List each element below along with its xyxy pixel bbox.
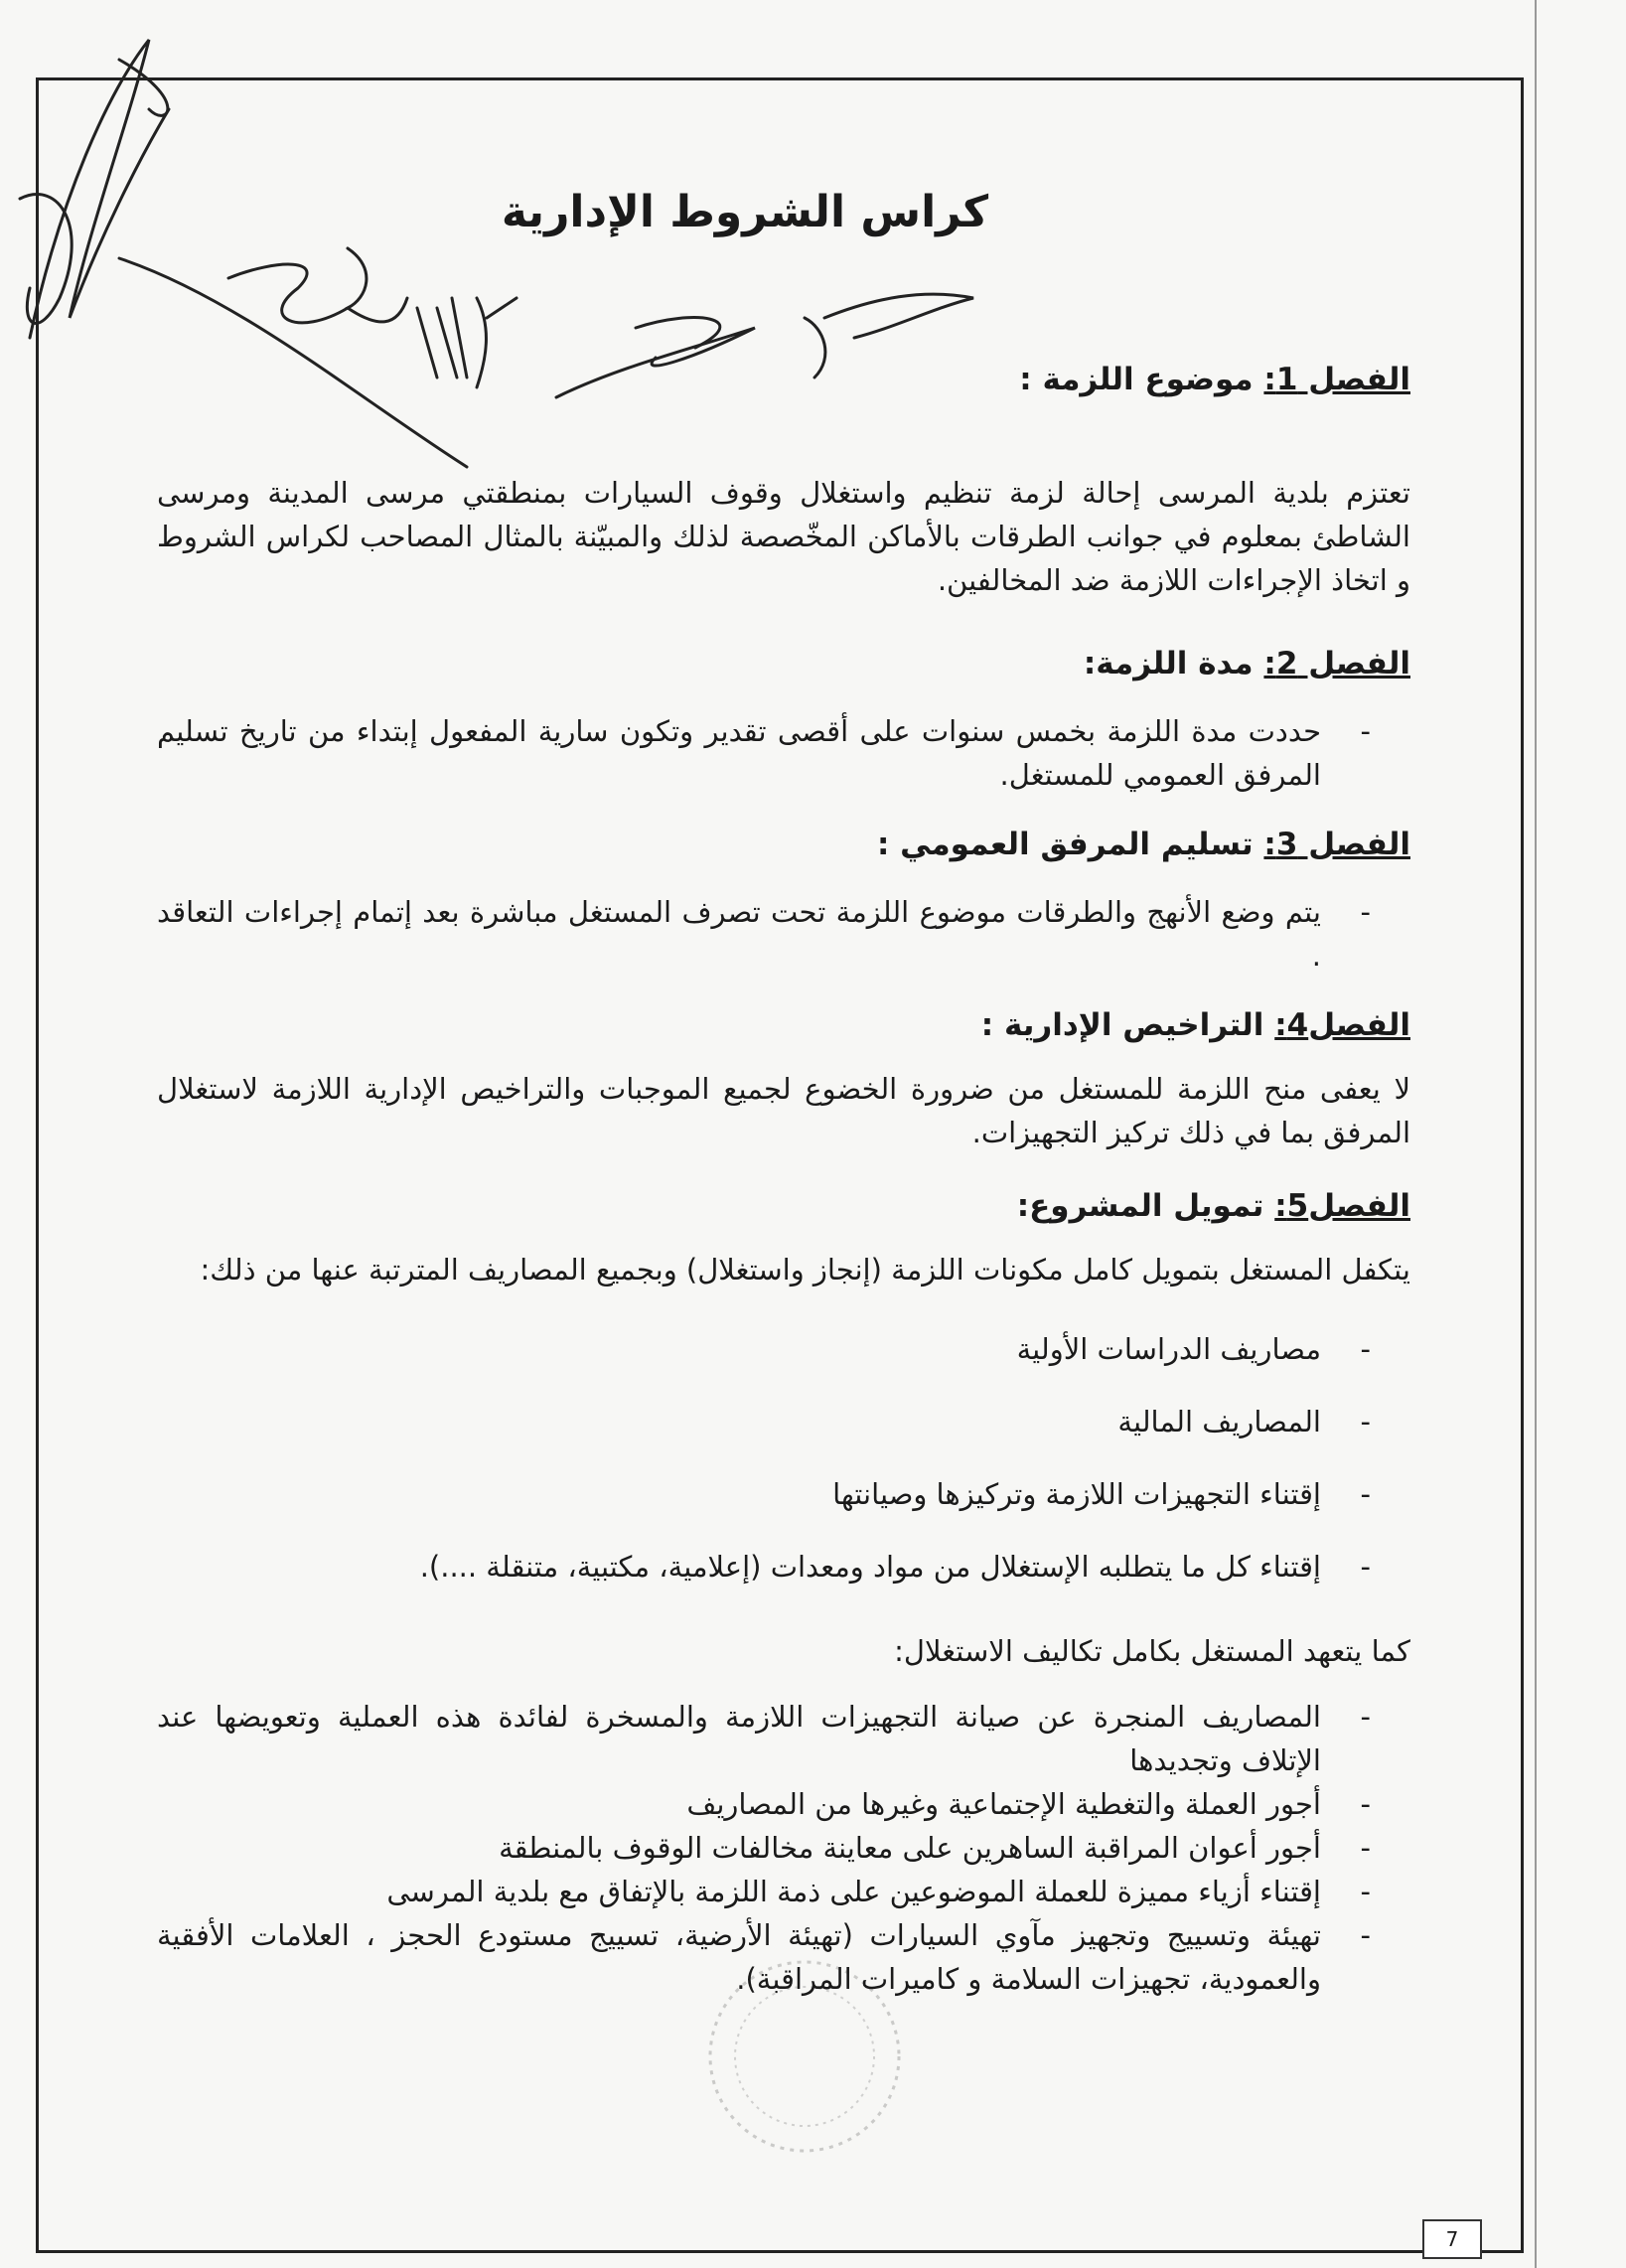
list-item: - تهيئة وتسييج وتجهيز مآوي السيارات (تهيئة الأرضية، تسييج مستودع الحجز ، العلامات الأفقية والعمودية، تجهيزات السلامة و كاميرات المراقبة). — [157, 1913, 1410, 2001]
list-item: - أجور العملة والتغطية الإجتماعية وغيرها من المصاريف — [157, 1782, 1410, 1826]
section-3-heading — [157, 823, 1410, 866]
section-4-paragraph: لا يعفى منح اللزمة للمستغل من ضرورة الخضوع لجميع الموجبات والتراخيص الإدارية اللازمة لاستغلال المرفق بما في ذلك تركيز التجهيزات. — [157, 1072, 1410, 1149]
section-2-number: الفصل 2: — [1263, 646, 1410, 681]
list-item: - إقتناء أزياء مميزة للعملة الموضوعين على ذمة اللزمة بالإتفاق مع بلدية المرسى — [157, 1870, 1410, 1913]
section-2-title: مدة اللزمة: — [1083, 646, 1264, 681]
section-5-heading — [157, 1184, 1410, 1228]
section-1-title: موضوع اللزمة : — [1019, 362, 1264, 397]
section-2-list — [157, 709, 1410, 797]
section-4-heading — [157, 1003, 1410, 1047]
section-3-number: الفصل 3: — [1263, 827, 1410, 862]
section-5-title: تمويل المشروع: — [1016, 1188, 1275, 1224]
page-number: 7 — [1422, 2219, 1482, 2259]
section-2-heading — [157, 642, 1410, 685]
section-3-title: تسليم المرفق العمومي : — [876, 827, 1264, 862]
list-item: - أجور أعوان المراقبة الساهرين على معاينة مخالفات الوقوف بالمنطقة — [157, 1826, 1410, 1870]
list-item: - المصاريف المالية — [157, 1386, 1410, 1458]
section-5-costs-list — [157, 1313, 1410, 1603]
document-title: كراس الشروط الإدارية — [501, 187, 989, 237]
section-1-number: الفصل 1: — [1263, 362, 1410, 397]
list-item: - المصاريف المنجرة عن صيانة التجهيزات اللازمة والمسخرة لفائدة هذه العملية وتعويضها عند الإتلاف وتجديدها — [157, 1695, 1410, 1782]
list-item: - إقتناء التجهيزات اللازمة وتركيزها وصيانتها — [157, 1458, 1410, 1531]
page-edge — [1535, 0, 1537, 2268]
section-1-paragraph: تعتزم بلدية المرسى إحالة لزمة تنظيم واستغلال وقوف السيارات بمنطقتي مرسى المدينة ومرسى الشاطئ بمعلوم في جوانب الطرقات بالأماكن المخّصصة لذلك والمبيّنة بالمثال المصاحب لكراس الشروط و اتخاذ الإجراءات اللازمة ضد المخالفين. — [157, 476, 1410, 597]
section-3-list — [157, 890, 1410, 978]
list-item: - مصاريف الدراسات الأولية — [157, 1313, 1410, 1386]
section-5-number: الفصل5: — [1274, 1188, 1410, 1224]
list-item: - يتم وضع الأنهج والطرقات موضوع اللزمة تحت تصرف المستغل مباشرة بعد إتمام إجراءات التعاقد . — [157, 890, 1410, 978]
section-5-paragraph: يتكفل المستغل بتمويل كامل مكونات اللزمة (إنجاز واستغلال) وبجميع المصاريف المترتبة عنها من ذلك: — [200, 1253, 1410, 1286]
section-5-operating-list — [157, 1695, 1410, 2001]
section-5-paragraph-2: كما يتعهد المستغل بكامل تكاليف الاستغلال: — [894, 1634, 1410, 1668]
list-item: - حددت مدة اللزمة بخمس سنوات على أقصى تقدير وتكون سارية المفعول إبتداء من تاريخ تسليم المرفق العمومي للمستغل. — [157, 709, 1410, 797]
document-body — [157, 358, 1410, 2001]
section-4-title: التراخيص الإدارية : — [980, 1007, 1275, 1043]
section-4-number: الفصل4: — [1274, 1007, 1410, 1043]
list-item: - إقتناء كل ما يتطلبه الإستغلال من مواد ومعدات (إعلامية، مكتبية، متنقلة ....). — [157, 1531, 1410, 1603]
section-1-heading — [157, 358, 1410, 401]
